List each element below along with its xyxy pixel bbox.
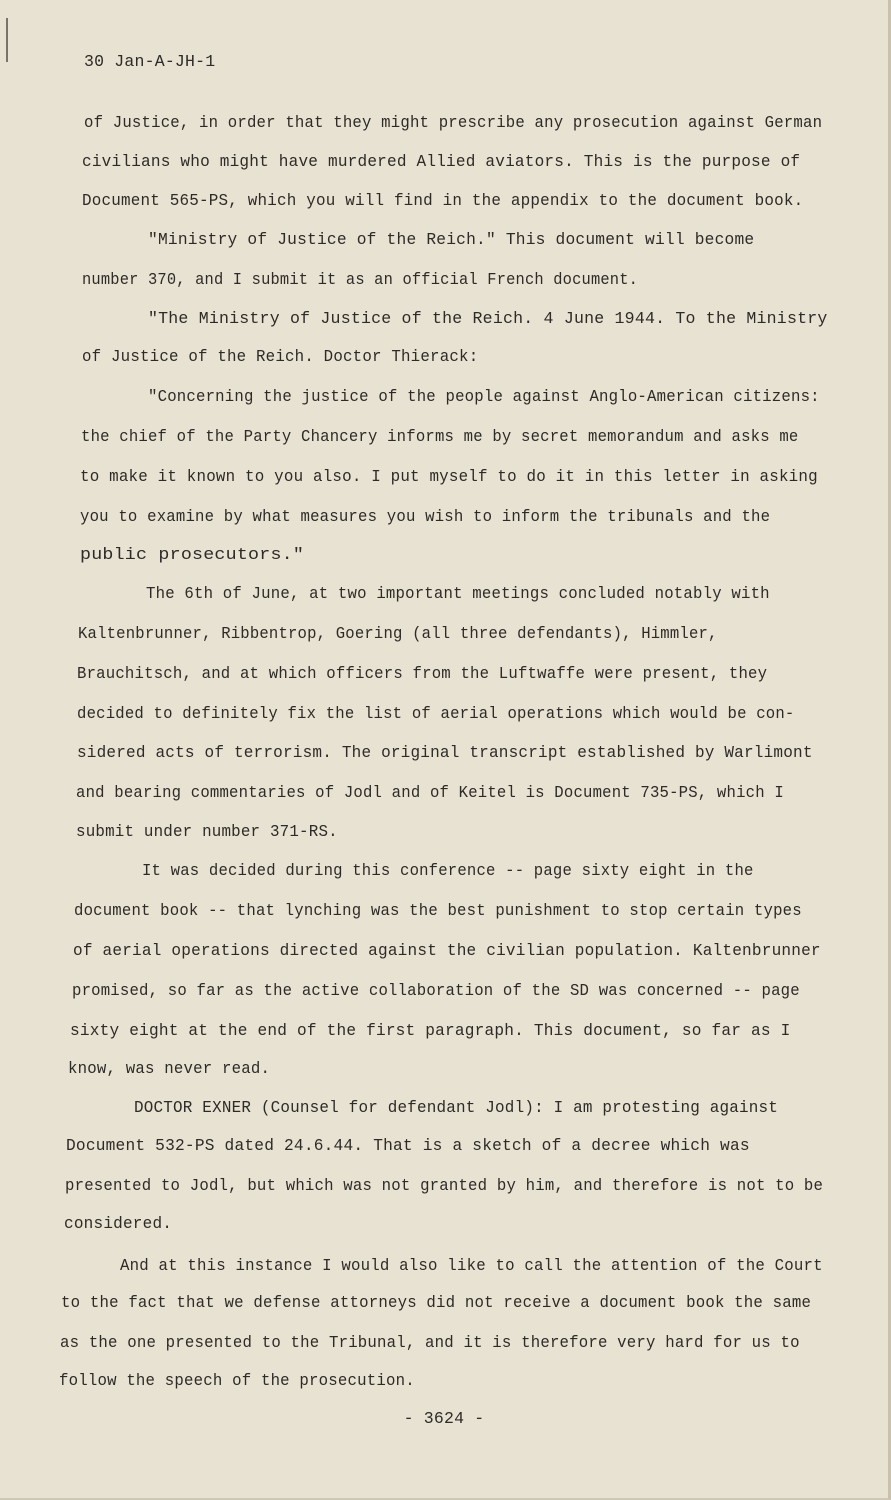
margin-mark: [6, 18, 8, 62]
text-line: "Ministry of Justice of the Reich." This document will become: [148, 230, 755, 249]
text-line: and bearing commentaries of Jodl and of Keitel is Document 735-PS, which I: [76, 783, 784, 802]
text-line: know, was never read.: [68, 1059, 271, 1078]
text-line: sixty eight at the end of the first paragraph. This document, so far as I: [70, 1021, 791, 1040]
text-line: to the fact that we defense attorneys did not receive a document book the same: [61, 1293, 812, 1312]
text-line: of Justice of the Reich. Doctor Thierack:: [82, 347, 479, 366]
text-line: public prosecutors.": [80, 545, 305, 564]
text-line: the chief of the Party Chancery informs me by secret memorandum and asks me: [81, 427, 799, 446]
text-line: presented to Jodl, but which was not granted by him, and therefore is not to be: [65, 1176, 824, 1195]
text-line: sidered acts of terrorism. The original transcript established by Warlimont: [77, 743, 813, 762]
text-line: Document 565-PS, which you will find in the appendix to the document book.: [82, 191, 804, 210]
text-line: as the one presented to the Tribunal, and it is therefore very hard for us to: [60, 1333, 800, 1352]
text-line: to make it known to you also. I put myself to do it in this letter in asking: [80, 467, 818, 486]
text-line: of Justice, in order that they might prescribe any prosecution against German: [84, 113, 823, 132]
text-line: "The Ministry of Justice of the Reich. 4 June 1944. To the Ministry: [148, 309, 828, 328]
text-line: promised, so far as the active collaboration of the SD was concerned -- page: [72, 981, 800, 1000]
text-line: number 370, and I submit it as an official French document.: [82, 270, 639, 289]
page-header: 30 Jan-A-JH-1: [84, 52, 216, 71]
text-line: considered.: [64, 1214, 173, 1233]
text-line: of aerial operations directed against the civilian population. Kaltenbrunner: [73, 941, 821, 960]
text-line: The 6th of June, at two important meetings concluded notably with: [146, 584, 770, 603]
text-line: you to examine by what measures you wish to inform the tribunals and the: [80, 507, 771, 526]
page-number: - 3624 -: [403, 1409, 485, 1428]
text-line: decided to definitely fix the list of aerial operations which would be con-: [77, 704, 795, 723]
text-line: civilians who might have murdered Allied aviators. This is the purpose of: [82, 152, 801, 171]
text-line: And at this instance I would also like to call the attention of the Court: [120, 1256, 823, 1275]
text-line: DOCTOR EXNER (Counsel for defendant Jodl): I am protesting against: [134, 1098, 779, 1117]
text-line: It was decided during this conference -- page sixty eight in the: [142, 861, 754, 880]
text-line: Document 532-PS dated 24.6.44. That is a sketch of a decree which was: [66, 1136, 750, 1155]
text-line: Brauchitsch, and at which officers from the Luftwaffe were present, they: [77, 664, 768, 683]
text-line: follow the speech of the prosecution.: [59, 1371, 415, 1390]
text-line: Kaltenbrunner, Ribbentrop, Goering (all three defendants), Himmler,: [78, 624, 718, 643]
text-line: "Concerning the justice of the people against Anglo-American citizens:: [148, 387, 820, 406]
text-line: submit under number 371-RS.: [76, 822, 338, 841]
text-line: document book -- that lynching was the best punishment to stop certain types: [74, 901, 802, 920]
